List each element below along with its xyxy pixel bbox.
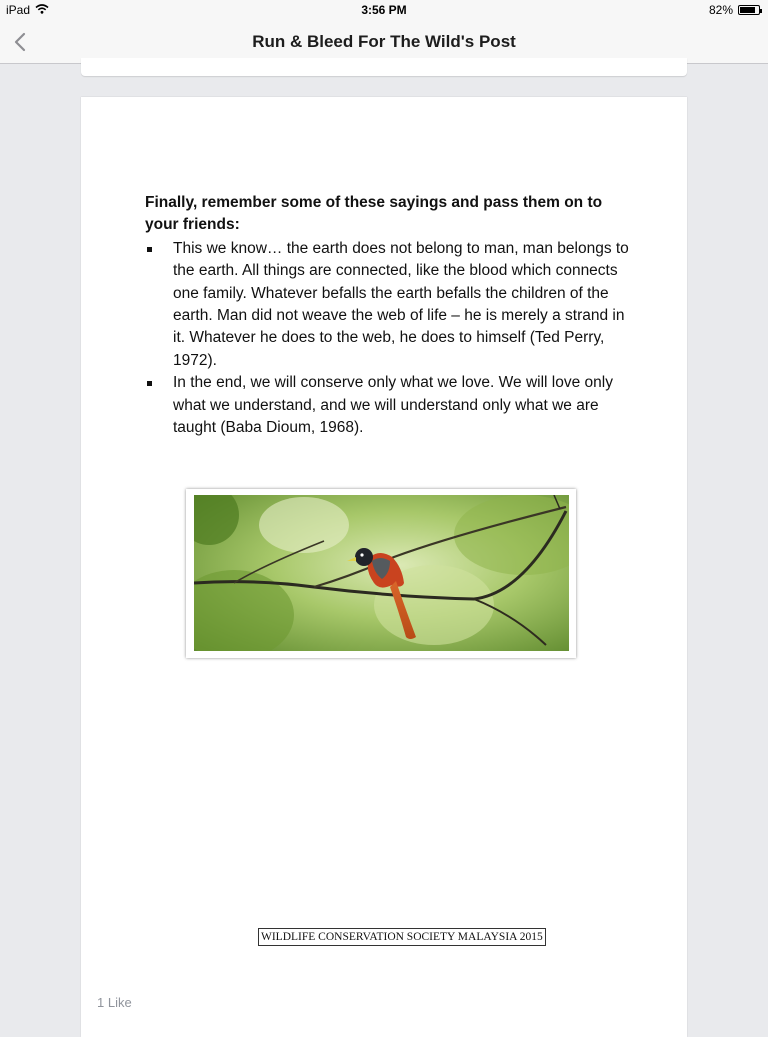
credit-label: WILDLIFE CONSERVATION SOCIETY MALAYSIA 2015 bbox=[258, 928, 546, 946]
intro-text: Finally, remember some of these sayings and pass them on to your friends: bbox=[145, 194, 603, 234]
post-card bbox=[81, 97, 687, 1037]
battery-icon bbox=[738, 5, 760, 15]
status-bar bbox=[0, 0, 768, 20]
quote-text: This we know… the earth does not belong to man, man belongs to the earth. All things are connected, like the blood which connects one family. Whatever befalls the earth befalls the children of the earth. Man did not weave the web of life – he is merely a strand in it. Whatever he does to the web, he does to himself (Ted Perry, 1972). bbox=[173, 239, 629, 369]
quote-item bbox=[145, 372, 635, 439]
previous-card-edge bbox=[81, 58, 687, 76]
quote-list bbox=[145, 238, 635, 440]
square-bullet-icon bbox=[147, 381, 152, 386]
square-bullet-icon bbox=[147, 247, 152, 252]
quote-item bbox=[145, 238, 635, 372]
post-document bbox=[145, 192, 635, 439]
like-count[interactable]: 1 Like bbox=[97, 995, 132, 1010]
quote-text: In the end, we will conserve only what we love. We will love only what we understand, and we will understand only what we are taught (Baba Dioum, 1968). bbox=[173, 374, 613, 437]
battery-percentage: 82% bbox=[708, 3, 733, 17]
page-title: Run & Bleed For The Wild's Post bbox=[252, 32, 516, 51]
clock: 3:56 PM bbox=[361, 3, 407, 17]
bird-photo[interactable] bbox=[186, 489, 576, 658]
device-label: iPad bbox=[6, 3, 31, 17]
bird-on-branch-image bbox=[194, 495, 569, 651]
